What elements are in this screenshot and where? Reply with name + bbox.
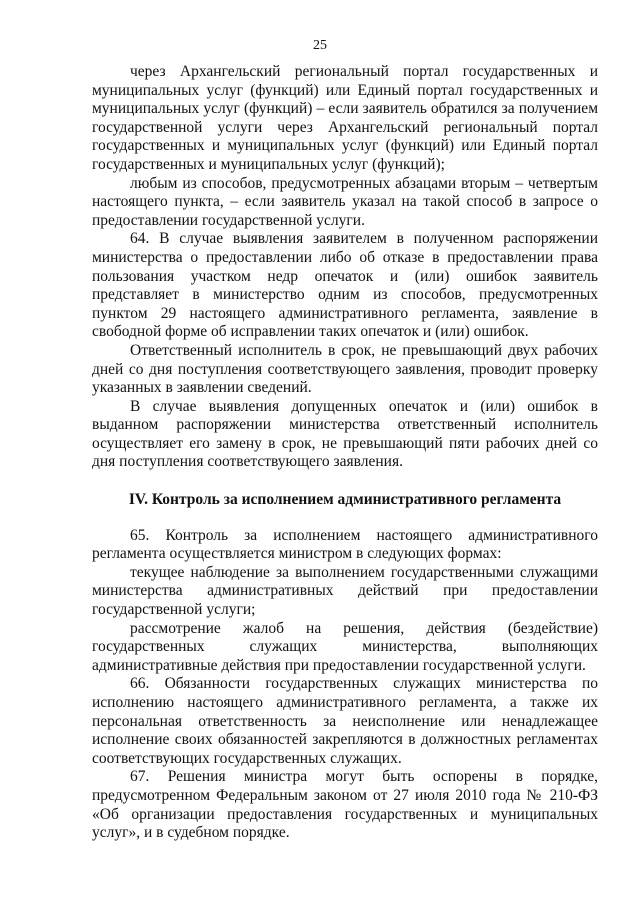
document-body xyxy=(92,63,598,843)
page-number: 25 xyxy=(313,38,327,53)
paragraph-item-67: 67. Решения министра могут быть оспорены в порядке, предусмотренном Федеральным законом от 27 июля 2010 года № 210-ФЗ «Об организации предоставления государственных и муниципальных услуг», и в судебном порядке. xyxy=(92,768,598,842)
section-heading: IV. Контроль за исполнением административного регламента xyxy=(128,491,562,509)
spacer xyxy=(92,472,598,491)
paragraph-item-65: 65. Контроль за исполнением настоящего административного регламента осуществляется министром в следующих формах: xyxy=(92,526,598,563)
paragraph-verification: Ответственный исполнитель в срок, не превышающий двух рабочих дней со дня поступления соответствующего заявления, проводит проверку указанных в заявлении сведений. xyxy=(92,341,598,397)
paragraph-item-66: 66. Обязанности государственных служащих министерства по исполнению настоящего административного регламента, а также их персональная ответственность за неисполнение или ненадлежащее исполнение своих обязанностей закрепляются в должностных регламентах соответствующих государственных служащих. xyxy=(92,675,598,767)
paragraph-item-64: 64. В случае выявления заявителем в полученном распоряжении министерства о предоставлении либо об отказе в предоставлении права пользования участком недр опечаток и (или) ошибок заявитель представляет в министерство одним из способов, предусмотренных пунктом 29 настоящего административного регламента, заявление в свободной форме об исправлении таких опечаток и (или) ошибок. xyxy=(92,230,598,341)
paragraph-current-monitoring: текущее наблюдение за выполнением государственными служащими министерства административных действий при предоставлении государственной услуги; xyxy=(92,563,598,619)
paragraph-portal-delivery: через Архангельский региональный портал государственных и муниципальных услуг (функций) или Единый портал государственных и муниципальных услуг (функций) – если заявитель обратился за получением государственной услуги через Архангельский региональный портал государственных и муниципальных услуг (функций) или Единый портал государственных и муниципальных услуг (функций); xyxy=(92,63,598,173)
spacer xyxy=(92,510,598,527)
paragraph-complaints: рассмотрение жалоб на решения, действия (бездействие) государственных служащих министерства, выполняющих административные действия при предоставлении государственной услуги. xyxy=(92,619,598,674)
paragraph-any-method: любым из способов, предусмотренных абзацами вторым – четвертым настоящего пункта, – если заявитель указал на такой способ в запросе о предоставлении государственной услуги. xyxy=(92,174,598,229)
paragraph-replacement: В случае выявления допущенных опечаток и (или) ошибок в выданном распоряжении министерства ответственный исполнитель осуществляет его замену в срок, не превышающий пяти рабочих дней со дня поступления соответствующего заявления. xyxy=(92,397,598,471)
